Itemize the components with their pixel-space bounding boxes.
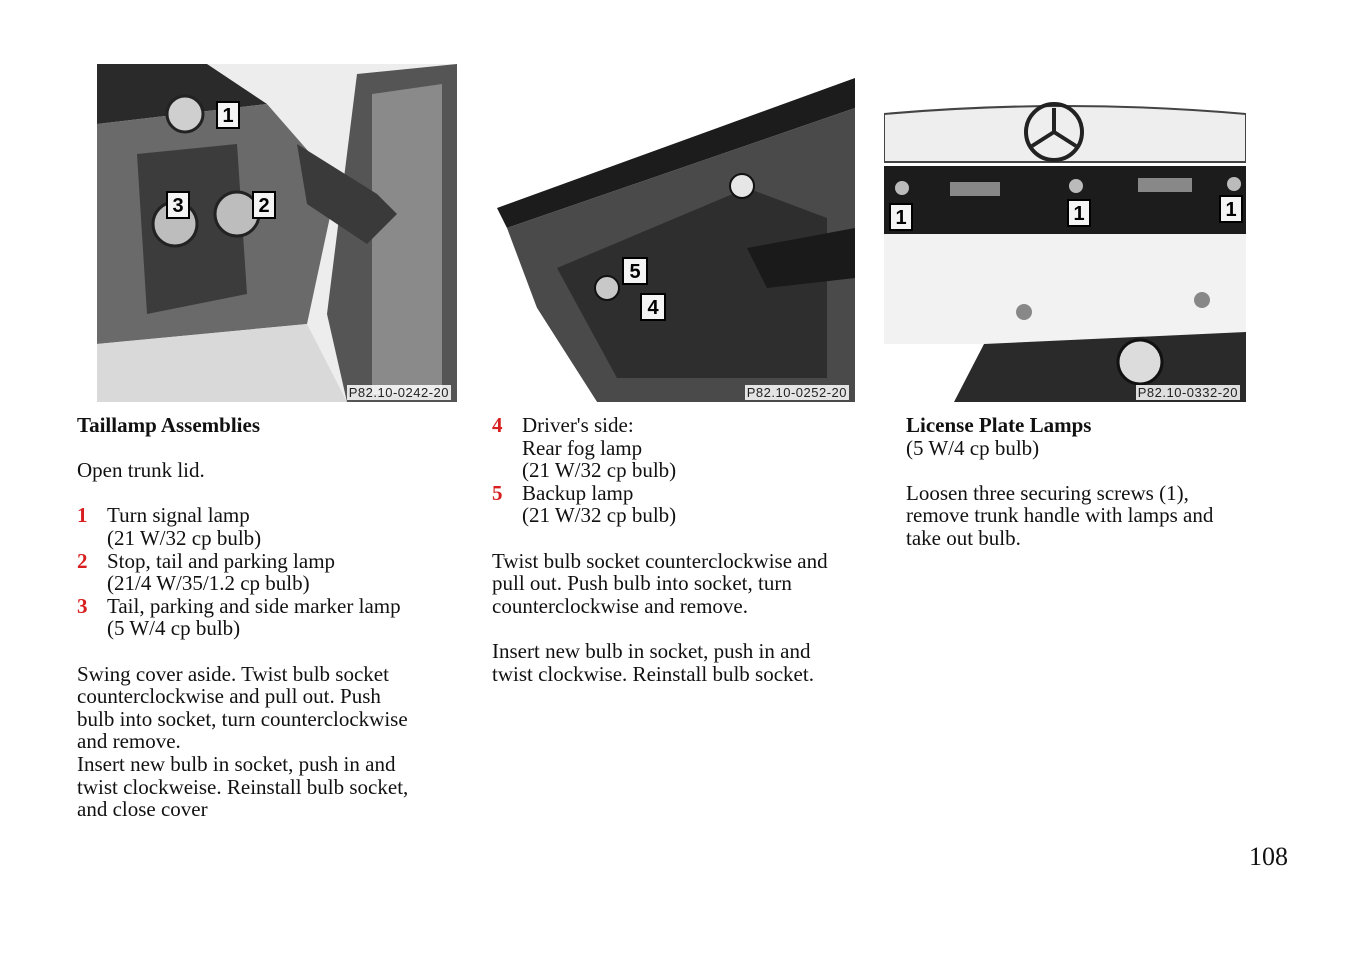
- item-number: 4: [492, 413, 503, 437]
- item-number: 5: [492, 480, 503, 505]
- paragraph-line: twist clockwise. Reinstall bulb socket.: [492, 661, 814, 686]
- paragraph-line: Loosen three securing screws (1),: [906, 480, 1189, 505]
- callout-2: 2: [258, 195, 270, 217]
- figure-code: P82.10-0252-20: [746, 385, 847, 400]
- figure-taillamp-assemblies: [97, 64, 457, 402]
- paragraph-line: and remove.: [77, 729, 181, 754]
- paragraph-line: remove trunk handle with lamps and: [906, 503, 1214, 528]
- figure-code: P82.10-0332-20: [1137, 385, 1238, 400]
- paragraph-line: pull out. Push bulb into socket, turn: [492, 571, 792, 596]
- paragraph-line: and close cover: [77, 797, 208, 822]
- intro-text: Open trunk lid.: [77, 458, 205, 483]
- item-line: Turn signal lamp: [107, 503, 250, 528]
- item-number: 1: [77, 503, 88, 528]
- callout-1-center: 1: [1073, 203, 1085, 225]
- callout-1-right: 1: [1225, 199, 1237, 221]
- figure-code: P82.10-0242-20: [348, 385, 449, 400]
- paragraph-line: take out bulb.: [906, 525, 1021, 550]
- figure-rear-fog-backup-lamp: [497, 78, 855, 402]
- list-item: [77, 504, 462, 549]
- paragraph-line: Insert new bulb in socket, push in and: [77, 751, 396, 776]
- paragraph-line: Twist bulb socket counterclockwise and: [492, 548, 828, 573]
- taillamp-illustration: [97, 64, 457, 402]
- item-line: Driver's side:: [522, 413, 634, 437]
- paragraph-line: counterclockwise and remove.: [492, 593, 748, 618]
- item-line: Backup lamp: [522, 480, 634, 505]
- item-line: (21/4 W/35/1.2 cp bulb): [107, 571, 310, 596]
- item-line: Rear fog lamp: [522, 435, 643, 460]
- paragraph-line: Insert new bulb in socket, push in and: [492, 638, 811, 663]
- item-number: 2: [77, 548, 88, 573]
- paragraph-line: bulb into socket, turn counterclockwise: [77, 706, 408, 731]
- section-heading: License Plate Lamps: [906, 413, 1092, 437]
- bulb-spec: (5 W/4 cp bulb): [906, 435, 1040, 460]
- list-item: [492, 482, 872, 527]
- figure-license-plate-lamps: [884, 100, 1246, 402]
- column-license-plate-lamps: [906, 414, 1286, 550]
- item-line: (21 W/32 cp bulb): [107, 525, 262, 550]
- paragraph-line: counterclockwise and pull out. Push: [77, 684, 381, 709]
- item-number: 3: [77, 593, 88, 618]
- column-taillamp-assemblies: [77, 414, 462, 821]
- list-item: [77, 550, 462, 595]
- item-line: Tail, parking and side marker lamp: [107, 593, 401, 618]
- callout-5: 5: [629, 261, 641, 283]
- page-number: 108: [1249, 842, 1288, 871]
- column-rear-fog-backup: [492, 414, 872, 685]
- callout-1-left: 1: [895, 207, 907, 229]
- callout-4: 4: [647, 297, 659, 319]
- paragraph-line: Swing cover aside. Twist bulb socket: [77, 661, 389, 686]
- trunk-lid-illustration: [497, 78, 855, 402]
- list-item: [77, 595, 462, 640]
- item-line: Stop, tail and parking lamp: [107, 548, 336, 573]
- item-line: (5 W/4 cp bulb): [107, 616, 241, 641]
- item-line: (21 W/32 cp bulb): [522, 458, 677, 483]
- callout-1: 1: [222, 105, 234, 127]
- list-item: [492, 414, 872, 482]
- section-heading: Taillamp Assemblies: [77, 413, 261, 437]
- item-line: (21 W/32 cp bulb): [522, 503, 677, 528]
- paragraph-line: twist clockweise. Reinstall bulb socket,: [77, 774, 409, 799]
- callout-3: 3: [172, 195, 184, 217]
- trunk-handle-illustration: [884, 100, 1246, 402]
